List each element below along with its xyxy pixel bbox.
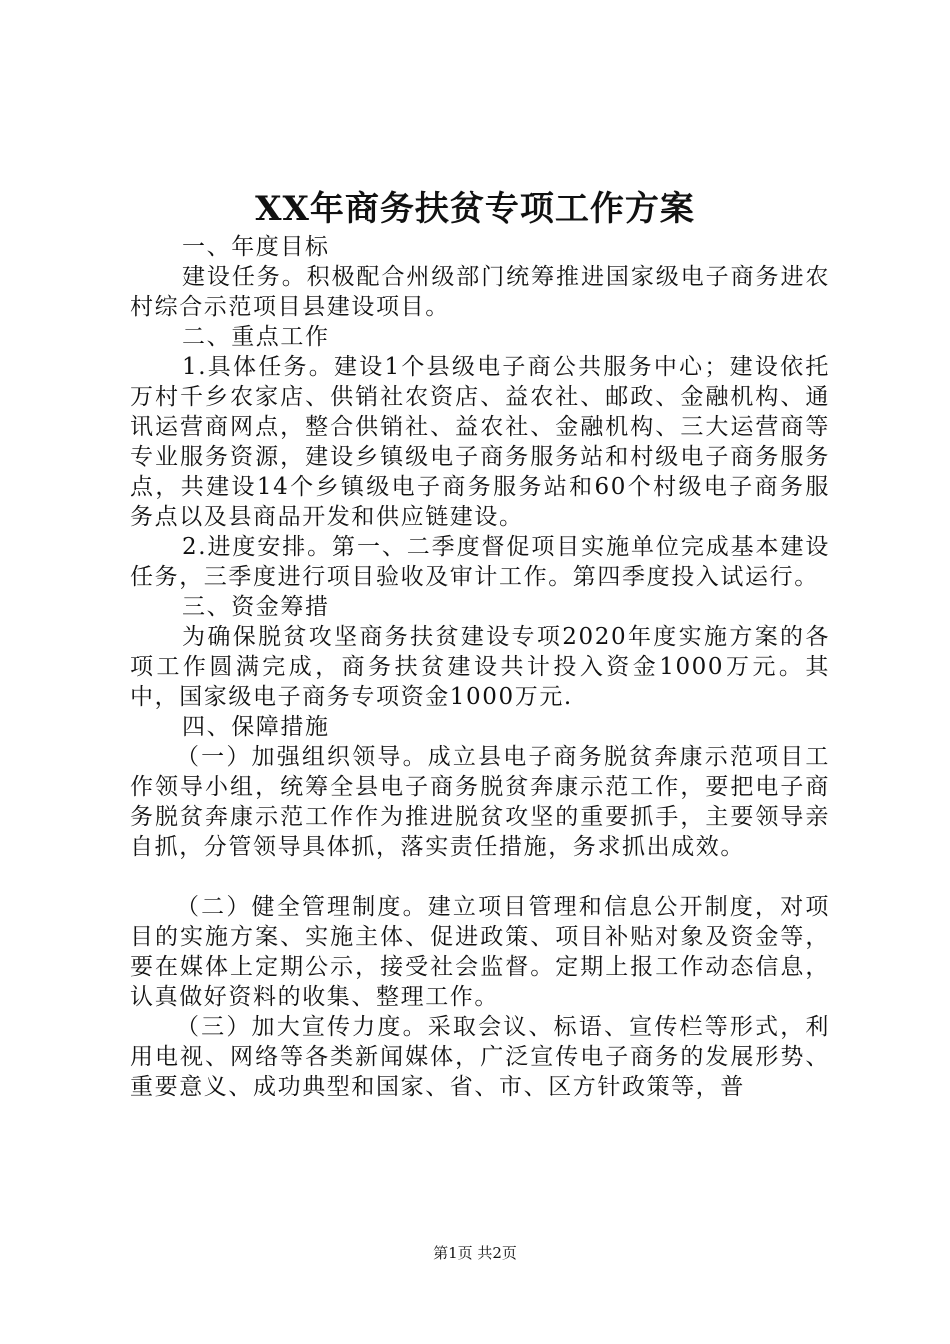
- paragraph-publicity: （三）加大宣传力度。采取会议、标语、宣传栏等形式，利用电视、网络等各类新闻媒体，广泛宣传电子商务的发展形势、重要意义、成功典型和国家、省、市、区方针政策等，普: [130, 1014, 830, 1100]
- document-title: XX年商务扶贫专项工作方案: [255, 189, 695, 229]
- paragraph-organization-leadership: （一）加强组织领导。成立县电子商务脱贫奔康示范项目工作领导小组，统筹全县电子商务脱贫奔康示范工作，要把电子商务脱贫奔康示范工作作为推进脱贫攻坚的重要抓手，主要领导亲自抓，分管领导具体抓，落实责任措施，务求抓出成效。: [130, 744, 830, 860]
- paragraph-management-system: （二）健全管理制度。建立项目管理和信息公开制度，对项目的实施方案、实施主体、促进政策、项目补贴对象及资金等，要在媒体上定期公示，接受社会监督。定期上报工作动态信息，认真做好资料的收集、整理工作。: [130, 894, 830, 1010]
- paragraph-specific-tasks: 1.具体任务。建设1个县级电子商公共服务中心；建设依托万村千乡农家店、供销社农资店、益农社、邮政、金融机构、通讯运营商网点，整合供销社、益农社、金融机构、三大运营商等专业服务资源，建设乡镇级电子商务服务站和村级电子商务服务点，共建设14个乡镇级电子商务服务站和60个村级电子商务服务点以及县商品开发和供应链建设。: [130, 354, 830, 530]
- paragraph-schedule: 2.进度安排。第一、二季度督促项目实施单位完成基本建设任务，三季度进行项目验收及审计工作。第四季度投入试运行。: [130, 534, 830, 590]
- section-heading-key-work: 二、重点工作: [182, 324, 330, 350]
- section-heading-funding: 三、资金筹措: [182, 594, 330, 620]
- section-heading-safeguards: 四、保障措施: [182, 714, 330, 740]
- document-body: [130, 232, 830, 1102]
- paragraph-construction-task: 建设任务。积极配合州级部门统筹推进国家级电子商务进农村综合示范项目县建设项目。: [130, 264, 830, 320]
- paragraph-funding: 为确保脱贫攻坚商务扶贫建设专项2020年度实施方案的各项工作圆满完成，商务扶贫建设共计投入资金1000万元。其中，国家级电子商务专项资金1000万元.: [130, 624, 830, 710]
- paragraph-spacer: [130, 862, 830, 892]
- section-heading-goals: 一、年度目标: [182, 234, 330, 260]
- page-footer: 第1页 共2页: [433, 1244, 517, 1262]
